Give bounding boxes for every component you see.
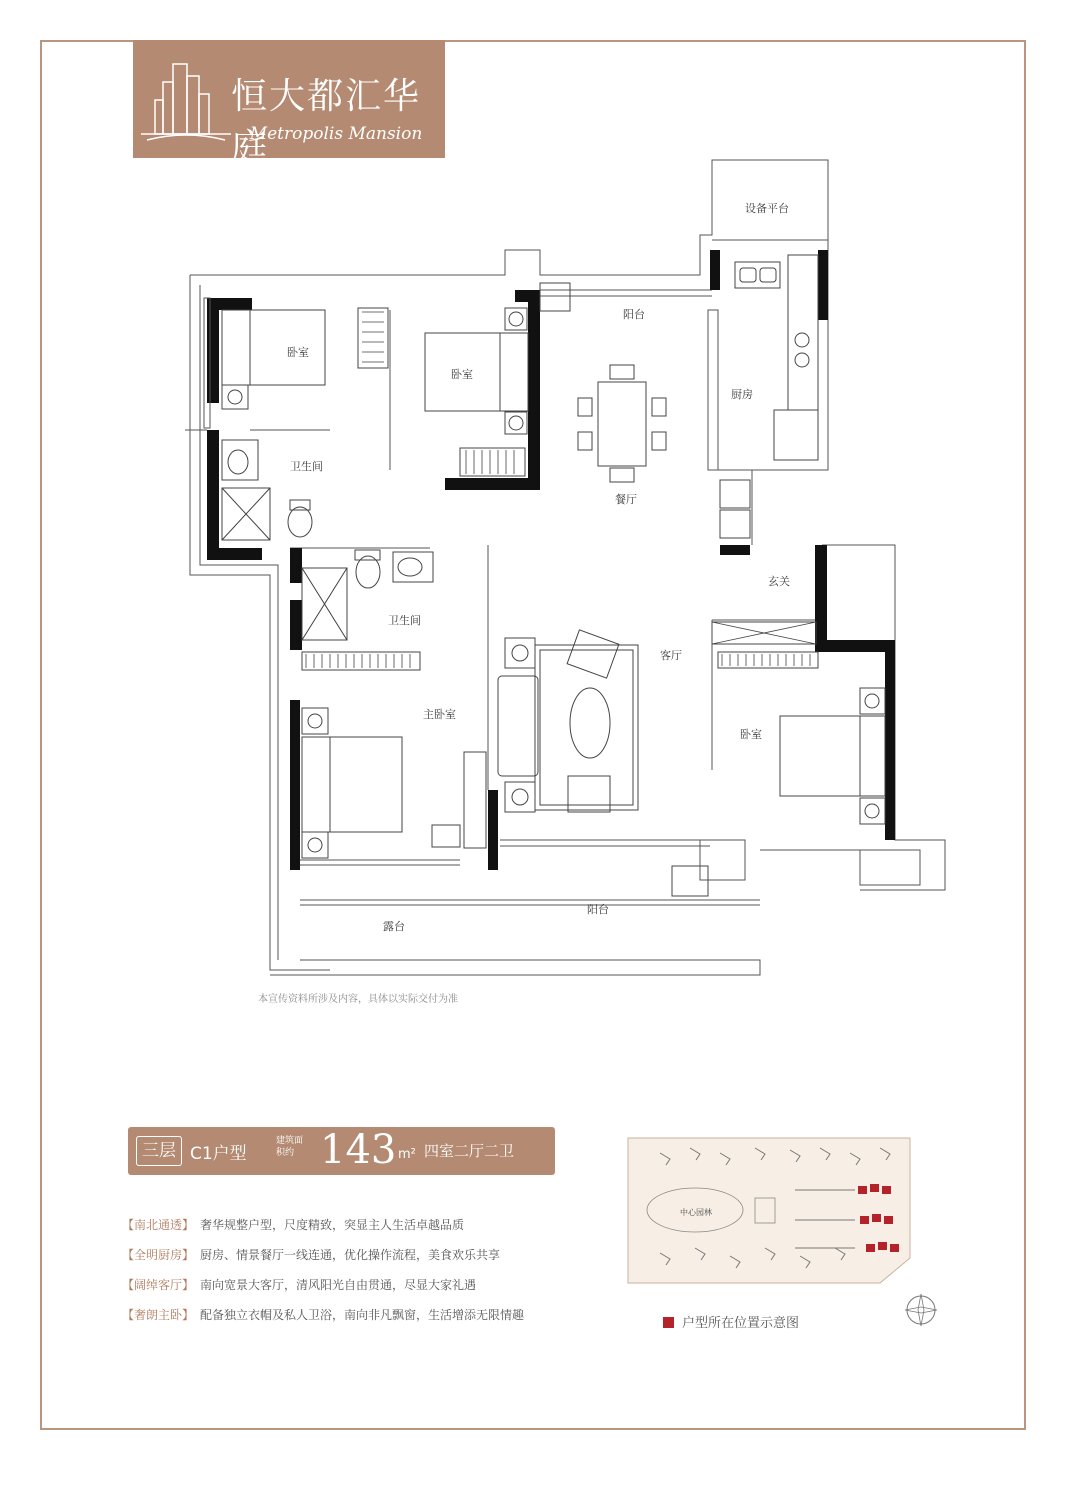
room-bedroom-n: 卧室	[451, 368, 473, 381]
unit-type: C1户型	[190, 1144, 247, 1164]
site-center-label: 中心园林	[680, 1208, 712, 1217]
room-balcony-north: 阳台	[623, 308, 645, 321]
area-label: 建筑面积约	[276, 1136, 304, 1158]
legend-swatch	[663, 1317, 674, 1328]
room-bathroom-c: 卫生间	[388, 614, 421, 627]
feature-item: 【南北通透】 奢华规整户型，尺度精致，突显主人生活卓越品质	[122, 1218, 465, 1232]
room-dining: 餐厅	[615, 493, 637, 506]
sitemap-legend: 户型所在位置示意图	[663, 1312, 799, 1331]
feature-item: 【奢朗主卧】 配备独立衣帽及私人卫浴，南向非凡飘窗，生活增添无限情趣	[122, 1308, 525, 1322]
room-bedroom-nw: 卧室	[287, 346, 309, 359]
brand-subtitle: Metropolis Mansion	[249, 124, 423, 144]
compass-icon	[903, 1292, 939, 1328]
feature-item: 【全明厨房】 厨房、情景餐厅一线连通，优化操作流程，美食欢乐共享	[122, 1248, 501, 1262]
room-entrance: 玄关	[768, 575, 790, 588]
room-balcony-south: 阳台	[587, 903, 609, 916]
unit-type-bar	[128, 1127, 555, 1175]
feature-list	[122, 1216, 524, 1336]
room-bathroom-w: 卫生间	[290, 460, 323, 473]
floor-badge: 三层	[136, 1136, 182, 1166]
disclaimer: 本宣传资料所涉及内容，具体以实际交付为准	[258, 994, 458, 1005]
area-unit: m²	[398, 1147, 416, 1162]
layout-text: 四室二厅二卫	[424, 1142, 515, 1160]
room-master-bedroom: 主卧室	[423, 708, 456, 721]
area-value: 143	[320, 1127, 397, 1173]
room-living: 客厅	[660, 649, 682, 662]
brand-name: 恒大都汇华庭	[231, 76, 422, 168]
feature-item: 【阔绰客厅】 南向宽景大客厅，清风阳光自由贯通，尽显大家礼遇	[122, 1278, 477, 1292]
room-terrace: 露台	[383, 920, 405, 933]
site-map	[620, 1128, 920, 1288]
room-bedroom-e: 卧室	[740, 728, 762, 741]
room-kitchen: 厨房	[731, 388, 753, 401]
room-equipment-platform: 设备平台	[745, 202, 789, 215]
